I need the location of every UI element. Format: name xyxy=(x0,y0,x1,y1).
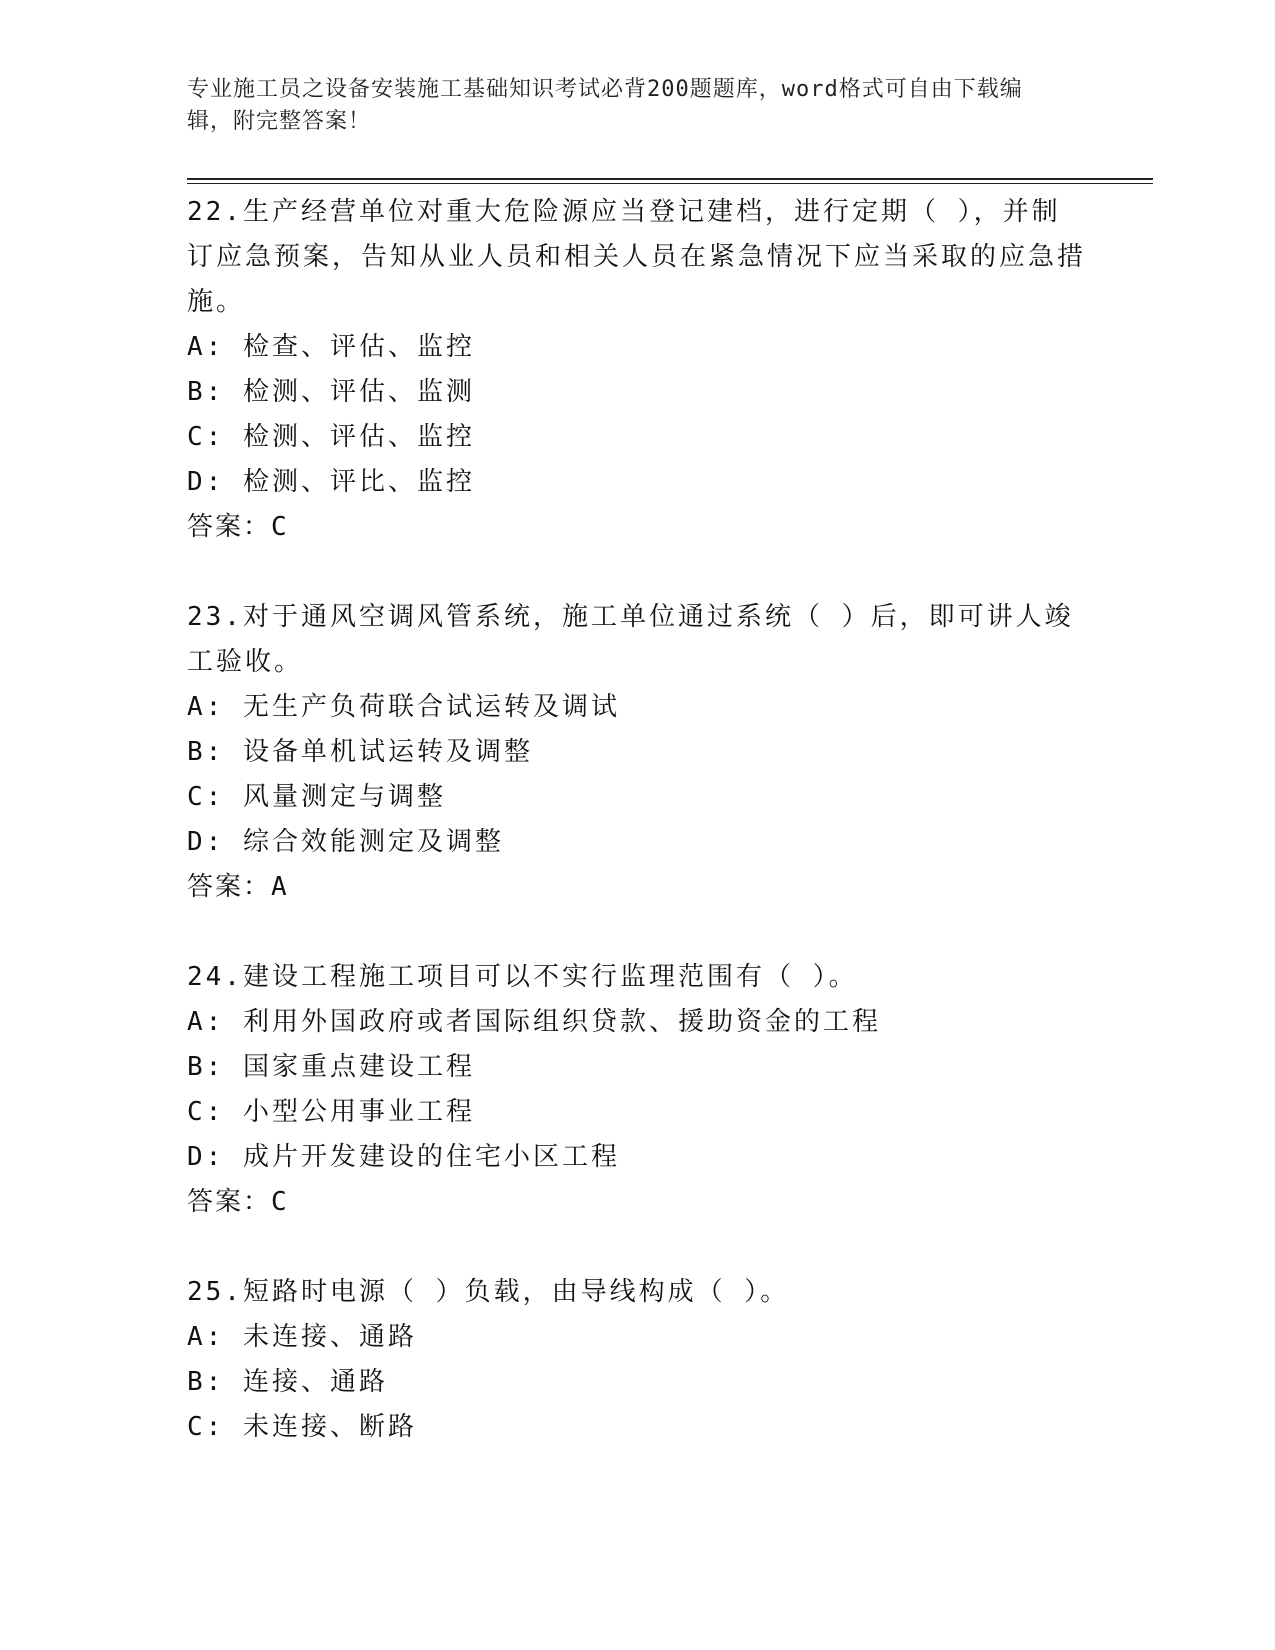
spacer xyxy=(187,910,1087,955)
question-24 xyxy=(187,955,1087,1225)
question-stem: 25.短路时电源（ ）负载，由导线构成（ ）。 xyxy=(187,1277,790,1307)
question-stem: 23.对于通风空调风管系统，施工单位通过系统（ ）后，即可讲人竣工验收。 xyxy=(187,602,1074,677)
answer-line: 答案：C xyxy=(187,512,289,542)
option-b: B: 国家重点建设工程 xyxy=(187,1052,475,1082)
header-rule-thin xyxy=(187,183,1153,184)
option-a: A: 利用外国政府或者国际组织贷款、援助资金的工程 xyxy=(187,1007,881,1037)
header-rule-thick xyxy=(187,178,1153,180)
question-stem: 24.建设工程施工项目可以不实行监理范围有（ ）。 xyxy=(187,962,858,992)
answer-line: 答案：A xyxy=(187,872,289,902)
document-header: 专业施工员之设备安装施工基础知识考试必背200题题库，word格式可自由下载编辑，附完整答案！ xyxy=(187,77,1023,134)
question-25 xyxy=(187,1270,1087,1450)
option-d: D: 成片开发建设的住宅小区工程 xyxy=(187,1142,620,1172)
option-b: B: 设备单机试运转及调整 xyxy=(187,737,533,767)
option-c: C: 检测、评估、监控 xyxy=(187,422,475,452)
question-23 xyxy=(187,595,1087,910)
spacer xyxy=(187,550,1087,595)
spacer xyxy=(187,1225,1087,1270)
question-stem: 22.生产经营单位对重大危险源应当登记建档，进行定期（ ），并制订应急预案，告知从业人员和相关人员在紧急情况下应当采取的应急措施。 xyxy=(187,197,1087,317)
option-a: A: 未连接、通路 xyxy=(187,1322,417,1352)
option-c: C: 小型公用事业工程 xyxy=(187,1097,475,1127)
option-b: B: 检测、评估、监测 xyxy=(187,377,475,407)
question-22 xyxy=(187,190,1087,550)
option-d: D: 综合效能测定及调整 xyxy=(187,827,504,857)
option-d: D: 检测、评比、监控 xyxy=(187,467,475,497)
option-a: A: 检查、评估、监控 xyxy=(187,332,475,362)
option-b: B: 连接、通路 xyxy=(187,1367,388,1397)
option-a: A: 无生产负荷联合试运转及调试 xyxy=(187,692,620,722)
option-c: C: 未连接、断路 xyxy=(187,1412,417,1442)
question-list xyxy=(187,190,1087,1450)
answer-line: 答案：C xyxy=(187,1187,289,1217)
option-c: C: 风量测定与调整 xyxy=(187,782,446,812)
